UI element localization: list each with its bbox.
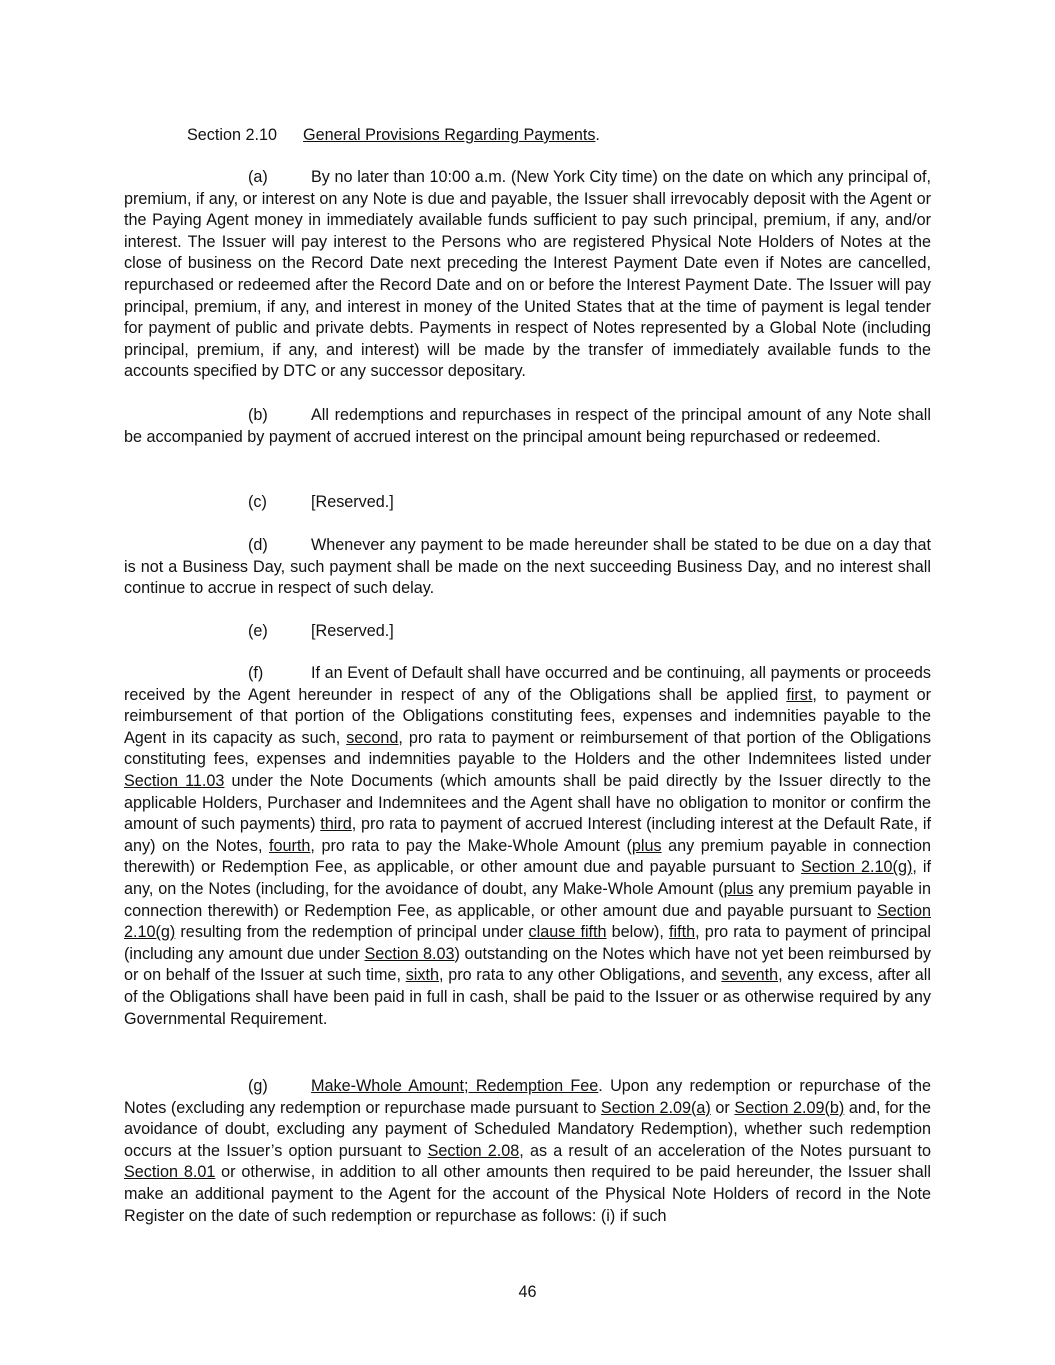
paragraph-letter: (d) <box>248 536 268 554</box>
section-reference: Section 2.09(a) <box>600 1098 711 1117</box>
underlined-term: seventh <box>721 966 779 985</box>
section-reference: Section 2.09(b) <box>734 1098 845 1117</box>
text-segment: , pro rata to payment of accrued Interest (including interest at the Default Rate, if any) on the Notes, <box>124 815 932 855</box>
paragraph-letter: (b) <box>248 406 268 424</box>
text-segment: any premium payable in connection therewith) or Redemption Fee, as applicable, or other amount due and payable pursuant to <box>124 836 931 877</box>
text-segment: . Upon any redemption or repurchase of the Notes (excluding any redemption or repurchase made pursuant to <box>124 1077 931 1117</box>
underlined-term: fourth <box>269 836 311 855</box>
paragraph-a <box>124 167 931 383</box>
text-segment: or <box>710 1098 735 1117</box>
paragraph-e <box>124 621 931 643</box>
paragraph-text: Whenever any payment to be made hereunder shall be stated to be due on a day that is not a Business Day, such payment shall be made on the next succeeding Business Day, and no interest shall continue to accrue in respect of such delay. <box>124 536 931 598</box>
underlined-term: sixth <box>405 966 439 985</box>
text-segment: , to payment or reimbursement of that portion of the Obligations constituting fees, expenses and indemnities payable to the Agent in its capacity as such, <box>124 685 931 747</box>
section-number: Section 2.10 <box>187 126 277 144</box>
text-segment: resulting from the redemption of principal under <box>175 923 529 942</box>
paragraph-b <box>124 405 931 448</box>
underlined-term: plus <box>723 879 754 898</box>
paragraph-c <box>124 492 931 514</box>
section-reference: Section 2.10(g) <box>124 901 931 942</box>
paragraph-letter: (g) <box>248 1077 268 1095</box>
underlined-term: plus <box>631 836 662 855</box>
paragraph-text: [Reserved.] <box>311 493 394 511</box>
section-reference: Section 8.01 <box>124 1163 216 1182</box>
underlined-term: second <box>346 728 399 747</box>
underlined-term: third <box>320 815 352 834</box>
paragraph-d <box>124 535 931 600</box>
paragraph-letter: (c) <box>248 493 267 511</box>
paragraph-f <box>124 663 931 1030</box>
text-segment: under the Note Documents (which amounts shall be paid directly by the Issuer directly to the applicable Holders, Purchaser and Indemnitees and the Agent shall have no obligation to monitor or confirm the amount of such payments) <box>124 771 932 834</box>
underlined-term: first <box>786 685 813 704</box>
text-segment: , as a result of an acceleration of the Notes pursuant to <box>519 1141 932 1160</box>
text-segment: or otherwise, in addition to all other amounts then required to be paid hereunder, the Issuer shall make an additional payment to the Agent for the account of the Physical Note Holders of record in the Note Register on the date of such redemption or repurchase as follows: (i) if such <box>124 1163 931 1225</box>
text-segment: any premium payable in connection therewith) or Redemption Fee, as applicable, or other amount due and payable pursuant to <box>124 879 931 920</box>
text-segment: , pro rata to pay the Make-Whole Amount ( <box>310 836 632 855</box>
underlined-term: fifth <box>668 923 696 942</box>
text-segment: and, for the avoidance of doubt, excluding any payment of Scheduled Mandatory Redemption), whether such redemption occurs at the Issuer’s option pursuant to <box>124 1098 931 1160</box>
paragraph-title: Make-Whole Amount; Redemption Fee <box>311 1077 599 1095</box>
paragraph-letter: (e) <box>248 622 268 640</box>
section-title-end: . <box>595 126 600 144</box>
text-segment: , pro rata to any other Obligations, and <box>439 966 722 985</box>
text-segment: , if any, on the Notes (including, for the avoidance of doubt, any Make-Whole Amount ( <box>124 858 931 898</box>
paragraph-g <box>124 1076 931 1227</box>
section-reference: Section 2.08 <box>427 1141 520 1160</box>
paragraph-text: [Reserved.] <box>311 622 394 640</box>
section-heading <box>187 125 600 147</box>
paragraph-text: By no later than 10:00 a.m. (New York City time) on the date on which any principal of, premium, if any, or interest on any Note is due and payable, the Issuer shall irrevocably deposit with the Agent or the Paying Agent money in immediately available funds sufficient to pay such principal, premium, if any, and/or interest. The Issuer will pay interest to the Persons who are registered Physical Note Holders of Notes at the close of business on the Record Date next preceding the Interest Payment Date even if Notes are cancelled, repurchased or redeemed after the Record Date and on or before the Interest Payment Date. The Issuer will pay principal, premium, if any, and interest in money of the United States that at the time of payment is legal tender for payment of public and private debts. Payments in respect of Notes represented by a Global Note (including principal, premium, if any, and interest) will be made by the transfer of immediately available funds to the accounts specified by DTC or any successor depositary. <box>124 168 931 381</box>
text-segment: , pro rata to payment of principal (including any amount due under <box>124 923 931 963</box>
text-segment: , any excess, after all of the Obligations shall have been paid in full in cash, shall be paid to the Issuer or as otherwise required by any Governmental Requirement. <box>124 966 931 1028</box>
section-title: General Provisions Regarding Payments <box>303 126 596 144</box>
text-segment: , pro rata to payment or reimbursement of that portion of the Obligations constituting fees, expenses and indemnities payable to the Holders and the other Indemnitees listed under <box>124 728 931 769</box>
section-reference: Section 2.10(g) <box>801 858 913 877</box>
page-number: 46 <box>518 1283 537 1301</box>
paragraph-text: All redemptions and repurchases in respect of the principal amount of any Note shall be accompanied by payment of accrued interest on the principal amount being repurchased or redeemed. <box>124 406 931 446</box>
paragraph-letter: (f) <box>248 664 264 682</box>
section-reference: Section 11.03 <box>124 771 225 790</box>
text-segment: below), <box>606 923 669 942</box>
text-segment: If an Event of Default shall have occurred and be continuing, all payments or proceeds received by the Agent hereunder in respect of any of the Obligations shall be applied <box>124 664 931 704</box>
section-reference: Section 8.03 <box>364 944 455 963</box>
paragraph-letter: (a) <box>248 168 268 186</box>
underlined-term: clause fifth <box>528 923 607 942</box>
text-segment: ) outstanding on the Notes which have not yet been reimbursed by or on behalf of the Issuer at such time, <box>124 944 931 985</box>
